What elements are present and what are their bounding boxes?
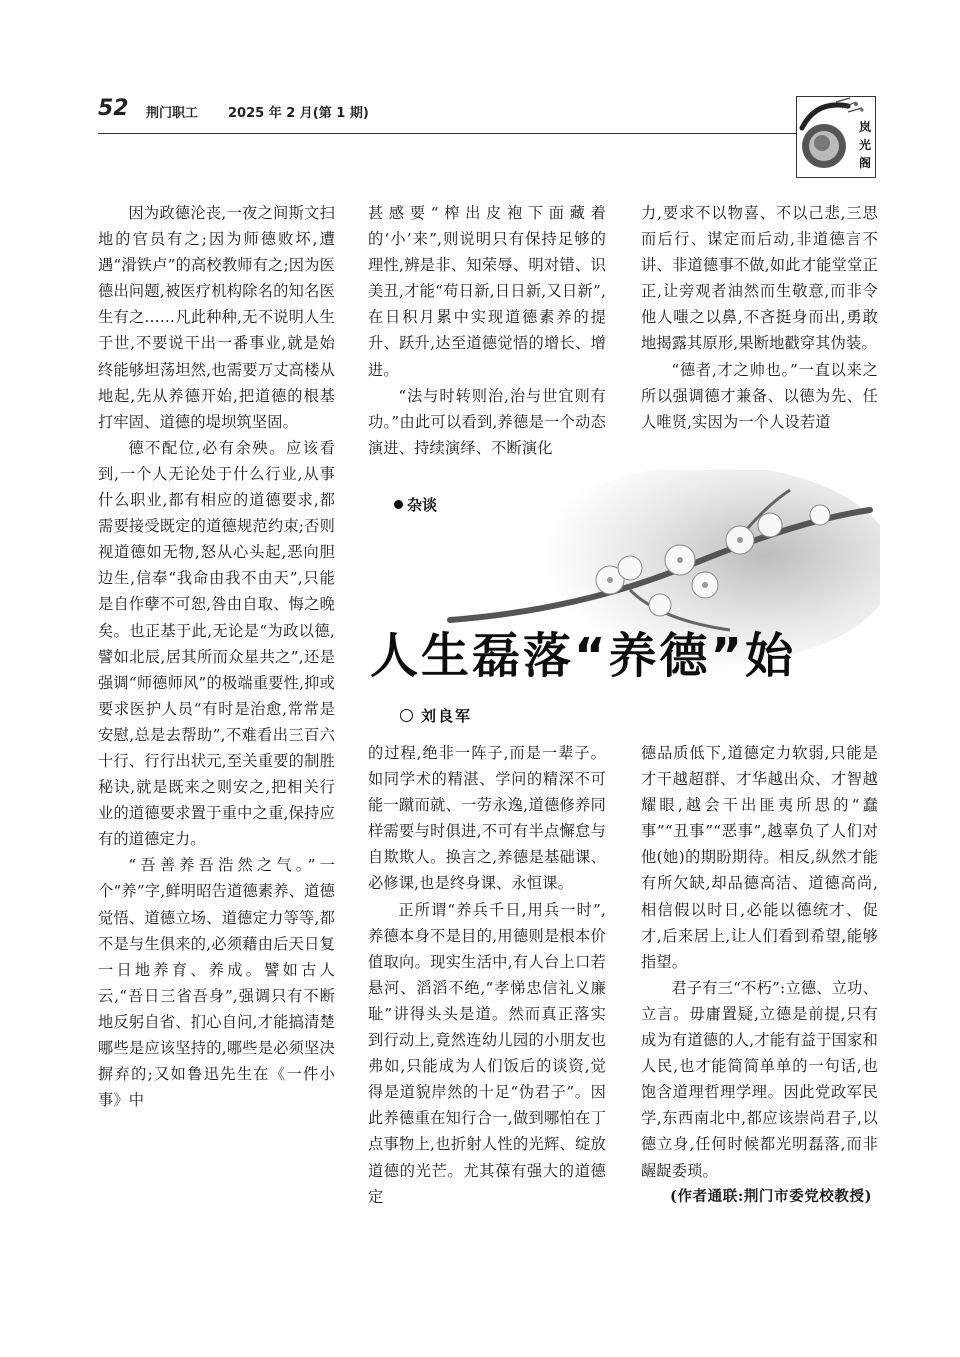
column-logo-text: 岚光阁 [858,120,871,170]
page-header [98,96,798,132]
paragraph: 正所谓“养兵千日,用兵一时”,养德本身不是目的,用德则是根本价值取向。现实生活中,有人台上口若悬河、滔滔不绝,“孝悌忠信礼义廉耻”讲得头头是道。然而真正落实到行动上,竟然连幼儿园的小朋友也弗如,只能成为人们饭后的谈资,觉得是道貌岸然的十足“伪君子”。因此养德重在知行合一,做到哪怕在丁点事物上,也折射人性的光辉、绽放道德的光芒。尤其葆有强大的道德定 [368,900,606,1206]
paragraph: 甚感要“榨出皮袍下面藏着的‘小’来”,则说明只有保持足够的理性,辨是非、知荣辱、明对错、识美丑,才能“苟日新,日日新,又日新”,在日积月累中实现道德素养的提升、跃升,达至道德觉悟的增长、增进。 [368,204,606,379]
paragraph: 的过程,绝非一阵子,而是一辈子。如同学术的精湛、学问的精深不可能一蹴而就、一劳永逸,道德修养同样需要与时俱进,不可有半点懈怠与自欺欺人。换言之,养德是基础课、必修课,也是终身课、永恒课。 [368,744,606,893]
paragraph: “德者,才之帅也。”一直以来之所以强调德才兼备、以德为先、任人唯贤,实因为一个人设若道 [641,360,878,431]
section-tag-label: 杂谈 [407,496,438,514]
byline-circle-icon [400,709,413,722]
paragraph: 因为政德沦丧,一夜之间斯文扫地的官员有之;因为师德败坏,遭遇“滑铁卢”的高校教师有之;因为医德出问题,被医疗机构除名的知名医生有之……凡此种种,无不说明人生于世,不要说干出一番事业,就是始终能够坦荡坦然,也需要万丈高楼从地起,先从养德开始,把道德的根基打牢固、道德的堤坝筑坚固。 [98,204,335,431]
page-number: 52 [98,96,129,121]
paragraph: 力,要求不以物喜、不以己悲,三思而后行、谋定而后动,非道德言不讲、非道德事不做,如此才能堂堂正正,让旁观者油然而生敬意,而非令他人嗤之以鼻,不吝挺身而出,勇敢地揭露其原形,果断地戳穿其伪装。 [641,204,878,353]
paragraph: 德品质低下,道德定力软弱,只能是才干越超群、才华越出众、才智越耀眼,越会干出匪夷所思的“蠢事”“丑事”“恶事”,越辜负了人们对他(她)的期盼期待。相反,纵然才能有所欠缺,却品德高洁、道德高尚,相信假以时日,必能以德统才、促才,后来居上,让人们看到希望,能够指望。 [641,744,878,971]
author-note: (作者通联:荆门市委党校教授) [670,1187,873,1205]
column-2-bottom [368,740,606,1210]
column-3-bottom [641,740,878,1210]
bullet-icon [394,500,403,509]
paragraph: 君子有三“不朽”:立德、立功、立言。毋庸置疑,立德是前提,只有成为有道德的人,才能有益于国家和人民,也才能简简单单的一句话,也饱含道理哲理学理。因此党政军民学,东西南北中,都应该崇尚君子,以德立身,任何时候都光明磊落,而非龌龊委琐。 [641,978,878,1180]
paragraph: 德不配位,必有余殃。应该看到,一个人无论处于什么行业,从事什么职业,都有相应的道德要求,都需要接受既定的道德规范约束;否则视道德如无物,怒从心头起,恶向胆边生,信奉“我命由我不由天”,只能是自作孽不可恕,咎由自取、悔之晚矣。也正基于此,无论是“为政以德,譬如北辰,居其所而众星共之”,还是强调“师德师风”的极端重要性,抑或要求医护人员“有时是治愈,常常是安慰,总是去帮助”,不难看出三百六十行、行行出状元,至关重要的制胜秘诀,就是既来之则安之,把相关行业的道德要求置于重中之重,保持应有的道德定力。 [98,438,335,849]
column-2-top [368,200,606,461]
column-1 [98,200,335,1113]
paragraph: “吾善养吾浩然之气。”一个“养”字,鲜明昭告道德素养、道德觉悟、道德立场、道德定力等等,都不是与生俱来的,必须藉由后天日复一日地养育、养成。譬如古人云,“吾日三省吾身”,强调只有不断地反躬自省、扪心自问,才能搞清楚哪些是应该坚持的,哪些是必须坚决摒弃的;又如鲁迅先生在《一件小事》中 [98,856,335,1110]
author-name: 刘良军 [421,707,473,725]
publication-name: 荆门职工 [146,106,199,121]
paragraph: “法与时转则治,治与世宜则有功。”由此可以看到,养德是一个动态演进、持续演绎、不断演化 [368,386,606,457]
header-rule [98,133,798,134]
byline [400,705,472,726]
issue-date: 2025 年 2 月(第 1 期) [228,106,369,121]
column-3-top [641,200,878,435]
article-title: 人生磊落“养德”始 [370,628,797,684]
